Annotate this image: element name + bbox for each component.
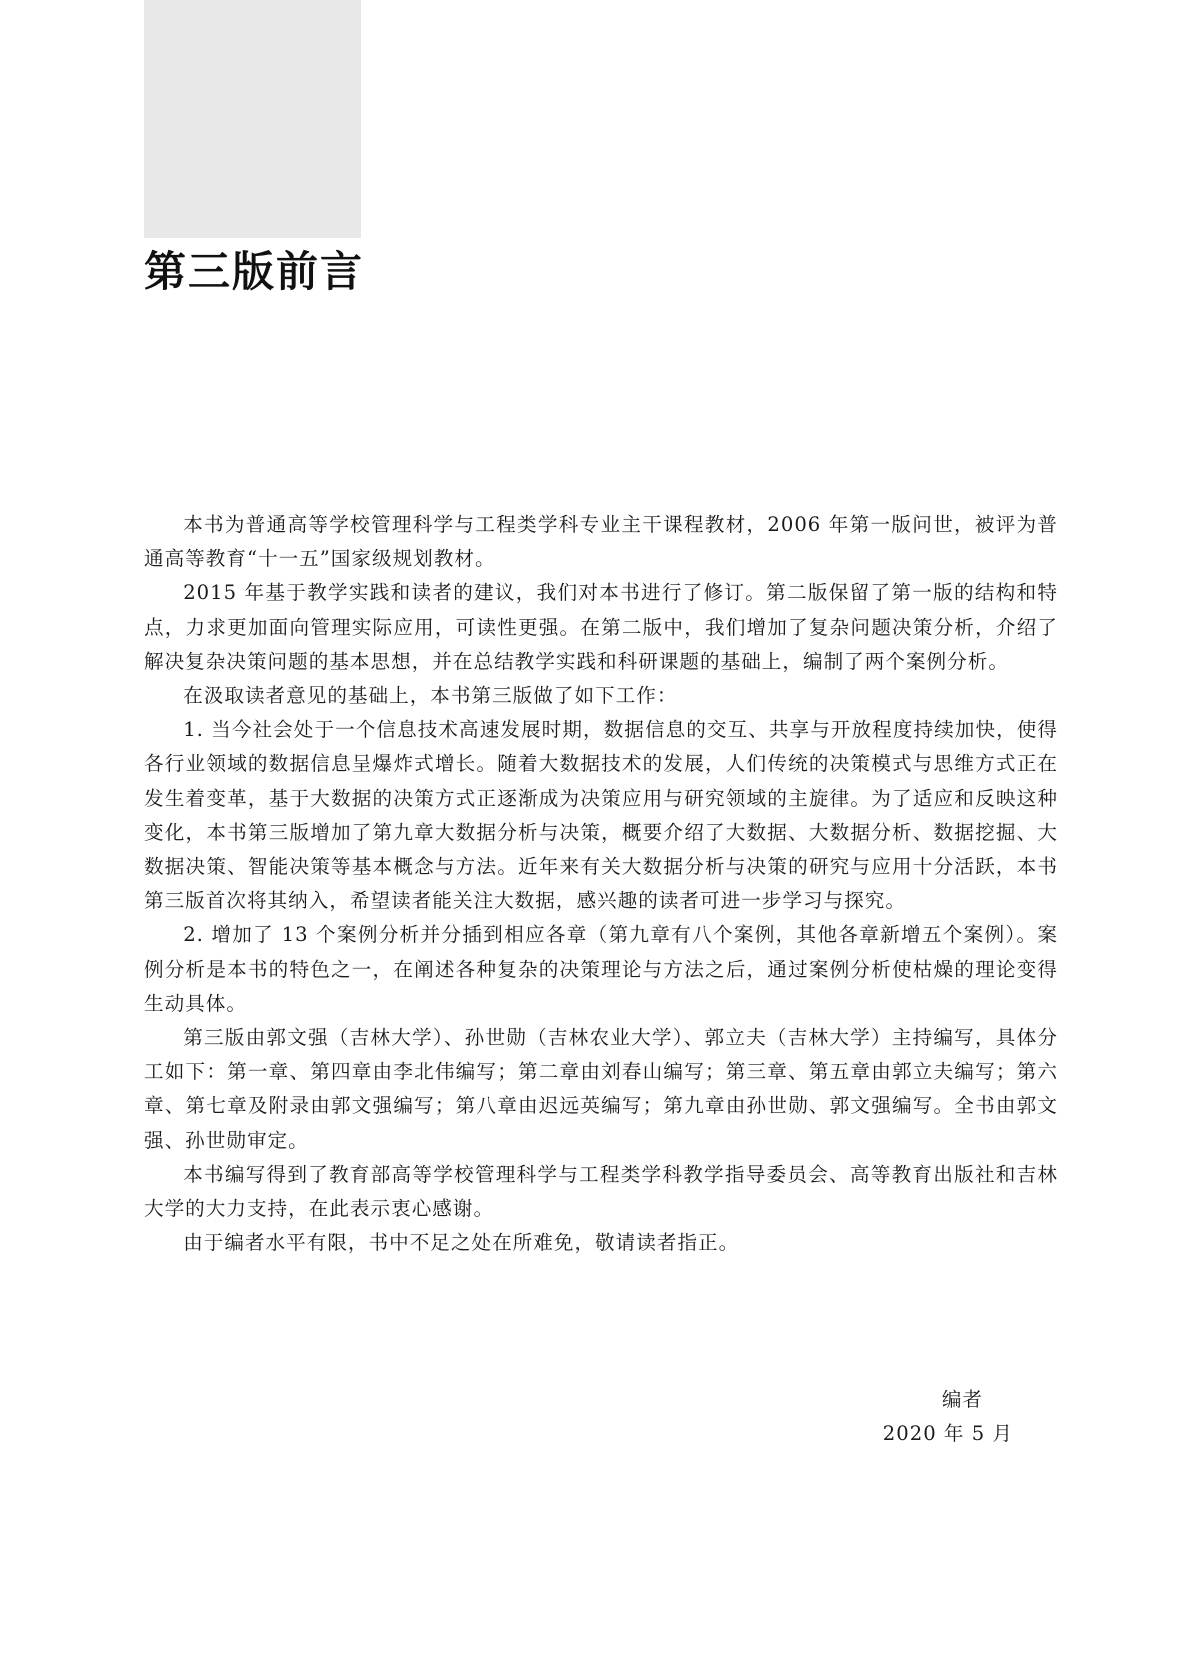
paragraph-intro: 本书为普通高等学校管理科学与工程类学科专业主干课程教材，2006 年第一版问世，被评为普通高等教育“十一五”国家级规划教材。 bbox=[144, 513, 1058, 571]
header-gray-block bbox=[144, 0, 361, 238]
paragraph-acknowledgement: 本书编写得到了教育部高等学校管理科学与工程类学科教学指导委员会、高等教育出版社和吉林大学的大力支持，在此表示衷心感谢。 bbox=[144, 1162, 1058, 1221]
paragraph-item-2: 2. 增加了 13 个案例分析并分插到相应各章（第九章有八个案例，其他各章新增五个案例）。案例分析是本书的特色之一，在阐述各种复杂的决策理论与方法之后，通过案例分析使枯燥的理论变得生动具体。 bbox=[144, 923, 1058, 1015]
paragraph-closing: 由于编者水平有限，书中不足之处在所难免，敬请读者指正。 bbox=[183, 1231, 740, 1255]
paragraph-second-edition: 2015 年基于教学实践和读者的建议，我们对本书进行了修订。第二版保留了第一版的结构和特点，力求更加面向管理实际应用，可读性更强。在第二版中，我们增加了复杂问题决策分析，介绍了解决复杂决策问题的基本思想，并在总结教学实践和科研课题的基础上，编制了两个案例分析。 bbox=[144, 581, 1058, 673]
paragraph-item-1: 1. 当今社会处于一个信息技术高速发展时期，数据信息的交互、共享与开放程度持续加快，使得各行业领域的数据信息呈爆炸式增长。随着大数据技术的发展，人们传统的决策模式与思维方式正在发生着变革，基于大数据的决策方式正逐渐成为决策应用与研究领域的主旋律。为了适应和反映这种变化，本书第三版增加了第九章大数据分析与决策，概要介绍了大数据、大数据分析、数据挖掘、大数据决策、智能决策等基本概念与方法。近年来有关大数据分析与决策的研究与应用十分活跃，本书第三版首次将其纳入，希望读者能关注大数据，感兴趣的读者可进一步学习与探究。 bbox=[144, 718, 1058, 913]
paragraph-third-edition-intro: 在汲取读者意见的基础上，本书第三版做了如下工作： bbox=[183, 684, 678, 708]
signature-block bbox=[883, 1383, 1013, 1451]
preface-body bbox=[144, 508, 1058, 1260]
signature-author: 编者 bbox=[941, 1388, 983, 1411]
page-title: 第三版前言 bbox=[144, 247, 365, 296]
signature-date: 2020 年 5 月 bbox=[882, 1422, 1013, 1445]
paragraph-authors: 第三版由郭文强（吉林大学）、孙世勋（吉林农业大学）、郭立夫（吉林大学）主持编写，具体分工如下：第一章、第四章由李北伟编写；第二章由刘春山编写；第三章、第五章由郭立夫编写；第六章、第七章及附录由郭文强编写；第八章由迟远英编写；第九章由孙世勋、郭文强编写。全书由郭文强、孙世勋审定。 bbox=[144, 1026, 1058, 1152]
